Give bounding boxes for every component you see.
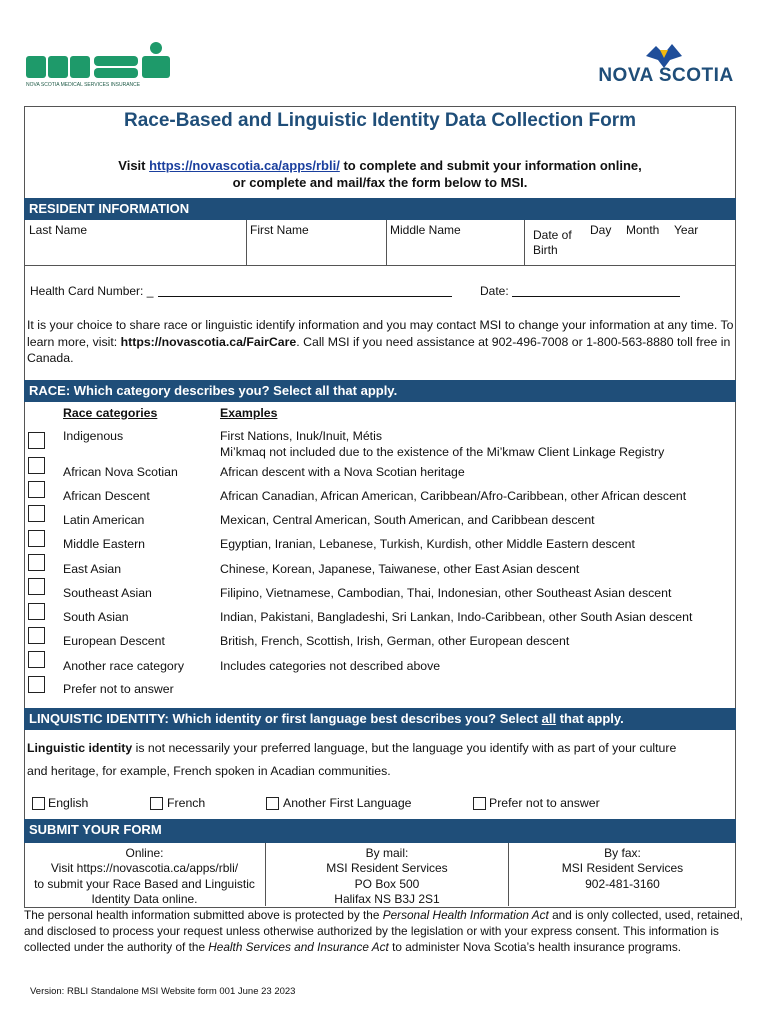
- health-card-field[interactable]: [158, 296, 452, 297]
- race-example-latin-american: Mexican, Central American, South American, and Caribbean descent: [220, 513, 595, 527]
- race-label-southeast-asian: Southeast Asian: [63, 586, 152, 600]
- linguistic-bar-prefix: LINQUISTIC IDENTITY: Which identity or first language best describes you? Select: [29, 711, 542, 726]
- checkbox-african-descent[interactable]: [28, 481, 45, 498]
- checkbox-another-language[interactable]: [266, 797, 279, 810]
- submit-mail-line1: MSI Resident Services: [326, 861, 448, 876]
- resident-info-grid: [24, 220, 736, 266]
- checkbox-middle-eastern[interactable]: [28, 530, 45, 547]
- label-french: French: [167, 796, 206, 810]
- health-card-label: Health Card Number: _: [30, 284, 154, 298]
- checkbox-south-asian[interactable]: [28, 603, 45, 620]
- privacy-act1: Personal Health Information Act: [382, 908, 549, 922]
- race-example-east-asian: Chinese, Korean, Japanese, Taiwanese, other East Asian descent: [220, 562, 580, 576]
- submit-online: [24, 846, 265, 907]
- race-label-east-asian: East Asian: [63, 562, 122, 576]
- nova-scotia-wordmark: NOVA SCOTIA: [598, 65, 734, 86]
- nova-scotia-logo: [586, 42, 746, 96]
- msi-logo: [26, 40, 176, 96]
- race-label-prefer-not: Prefer not to answer: [63, 682, 174, 696]
- privacy-p2: and is only collected, used, retained, and disclosed to process your request unless otherwise authorized by the legislation or with your express consent. This information is collected under the authority of the: [24, 908, 743, 954]
- dob-month-label: Month: [626, 223, 660, 237]
- linguistic-desc-rest: is not necessarily your preferred language, but the language you identify with as part of your culture: [132, 741, 677, 755]
- resident-info-bar: RESIDENT INFORMATION: [24, 198, 736, 220]
- version-label: Version: RBLI Standalone MSI Website form 001 June 23 2023: [30, 986, 296, 997]
- page-title: Race-Based and Linguistic Identity Data Collection Form: [123, 110, 637, 131]
- visit-line2: or complete and mail/fax the form below to MSI.: [232, 175, 528, 190]
- race-label-another-race: Another race category: [63, 659, 184, 673]
- checkbox-latin-american[interactable]: [28, 505, 45, 522]
- date-label: Date:: [480, 284, 509, 298]
- race-label-european-descent: European Descent: [63, 634, 165, 648]
- date-field[interactable]: [512, 296, 680, 297]
- race-example-indigenous-line1: First Nations, Inuk/Inuit, Métis: [220, 429, 382, 443]
- intro-paragraph: [27, 317, 739, 367]
- dob-year-label: Year: [674, 223, 699, 237]
- race-label-african-descent: African Descent: [63, 489, 150, 503]
- checkbox-european-descent[interactable]: [28, 627, 45, 644]
- submit-mail-line3: Halifax NS B3J 2S1: [334, 891, 440, 906]
- checkbox-another-race[interactable]: [28, 651, 45, 668]
- submit-fax-title: By fax:: [604, 846, 641, 860]
- race-categories-header: Race categories: [63, 406, 158, 420]
- grid-divider: [524, 220, 525, 266]
- linguistic-desc-line2: and heritage, for example, French spoken in Acadian communities.: [27, 764, 391, 778]
- faircare-link[interactable]: https://novascotia.ca/FairCare: [120, 334, 297, 349]
- linguistic-bar-suffix: that apply.: [556, 711, 624, 726]
- dob-day-label: Day: [590, 223, 612, 237]
- submit-fax-line2: 902-481-3160: [585, 876, 660, 891]
- race-example-another-race: Includes categories not described above: [220, 659, 441, 673]
- race-example-south-asian: Indian, Pakistani, Bangladeshi, Sri Lankan, Indo-Caribbean, other South Asian descent: [220, 610, 693, 624]
- checkbox-prefer-not-language[interactable]: [473, 797, 486, 810]
- label-another-language: Another First Language: [283, 796, 412, 810]
- race-example-african-descent: African Canadian, African American, Caribbean/Afro-Caribbean, other African descent: [220, 489, 687, 503]
- label-english: English: [48, 796, 89, 810]
- race-label-middle-eastern: Middle Eastern: [63, 537, 146, 551]
- intro-text2: . Call MSI if you need assistance at 902-496-7008 or 1-800-563-8880 toll free in Canada.: [27, 334, 731, 365]
- grid-divider: [246, 220, 247, 266]
- checkbox-east-asian[interactable]: [28, 554, 45, 571]
- race-bar: RACE: Which category describes you? Select all that apply.: [24, 380, 736, 402]
- visit-prefix: Visit: [118, 158, 150, 173]
- privacy-p1: The personal health information submitted above is protected by the: [24, 908, 383, 922]
- dob-label: Date of Birth: [533, 228, 572, 257]
- rbli-link[interactable]: https://novascotia.ca/apps/rbli/: [149, 158, 340, 173]
- submit-mail: [266, 846, 508, 907]
- intro-text1: It is your choice to share race or linguistic identify information and you may contact MSI to change your information at any time. To learn more, visit:: [27, 318, 734, 349]
- examples-header: Examples: [220, 406, 278, 420]
- race-example-southeast-asian: Filipino, Vietnamese, Cambodian, Thai, Indonesian, other Southeast Asian descent: [220, 586, 672, 600]
- submit-online-line2: to submit your Race Based and Linguistic: [34, 876, 255, 891]
- race-label-south-asian: South Asian: [63, 610, 129, 624]
- checkbox-african-nova-scotian[interactable]: [28, 457, 45, 474]
- visit-instructions: [24, 157, 736, 191]
- privacy-p3: to administer Nova Scotia’s health insurance programs.: [388, 940, 682, 954]
- grid-divider: [386, 220, 387, 266]
- msi-logo-subtitle: NOVA SCOTIA MEDICAL SERVICES INSURANCE: [26, 82, 141, 88]
- linguistic-desc-bold: Linguistic identity: [27, 741, 133, 755]
- middle-name-label: Middle Name: [390, 223, 461, 237]
- race-example-indigenous: [220, 429, 730, 460]
- linguistic-desc: [27, 741, 676, 755]
- submit-mail-title: By mail:: [365, 846, 409, 860]
- race-example-african-nova-scotian: African descent with a Nova Scotian heritage: [220, 465, 465, 479]
- race-example-middle-eastern: Egyptian, Iranian, Lebanese, Turkish, Kurdish, other Middle Eastern descent: [220, 537, 635, 551]
- race-example-european-descent: British, French, Scottish, Irish, German, other European descent: [220, 634, 570, 648]
- submit-online-title: Online:: [125, 846, 164, 860]
- checkbox-prefer-not-race[interactable]: [28, 676, 45, 693]
- checkbox-english[interactable]: [32, 797, 45, 810]
- race-label-latin-american: Latin American: [63, 513, 145, 527]
- checkbox-southeast-asian[interactable]: [28, 578, 45, 595]
- submit-online-line3: Identity Data online.: [91, 891, 198, 906]
- submit-fax: [509, 846, 736, 892]
- race-label-indigenous: Indigenous: [63, 429, 124, 443]
- submit-fax-line1: MSI Resident Services: [561, 861, 684, 876]
- privacy-act2: Health Services and Insurance Act: [208, 940, 389, 954]
- submit-bar: SUBMIT YOUR FORM: [24, 819, 736, 843]
- privacy-notice: [24, 907, 744, 955]
- checkbox-indigenous[interactable]: [28, 432, 45, 449]
- linguistic-bar-all: all: [541, 711, 557, 726]
- race-example-indigenous-line2: Mi’kmaq not included due to the existence of the Mi’kmaw Client Linkage Registry: [220, 444, 665, 459]
- submit-online-line1[interactable]: Visit https://novascotia.ca/apps/rbli/: [50, 861, 239, 876]
- checkbox-french[interactable]: [150, 797, 163, 810]
- first-name-label: First Name: [250, 223, 309, 237]
- submit-mail-line2: PO Box 500: [354, 876, 420, 891]
- last-name-label: Last Name: [29, 223, 88, 237]
- race-label-african-nova-scotian: African Nova Scotian: [63, 465, 178, 479]
- visit-suffix: to complete and submit your information online,: [339, 158, 642, 173]
- linguistic-bar: [24, 708, 736, 730]
- label-prefer-not-language: Prefer not to answer: [489, 796, 600, 810]
